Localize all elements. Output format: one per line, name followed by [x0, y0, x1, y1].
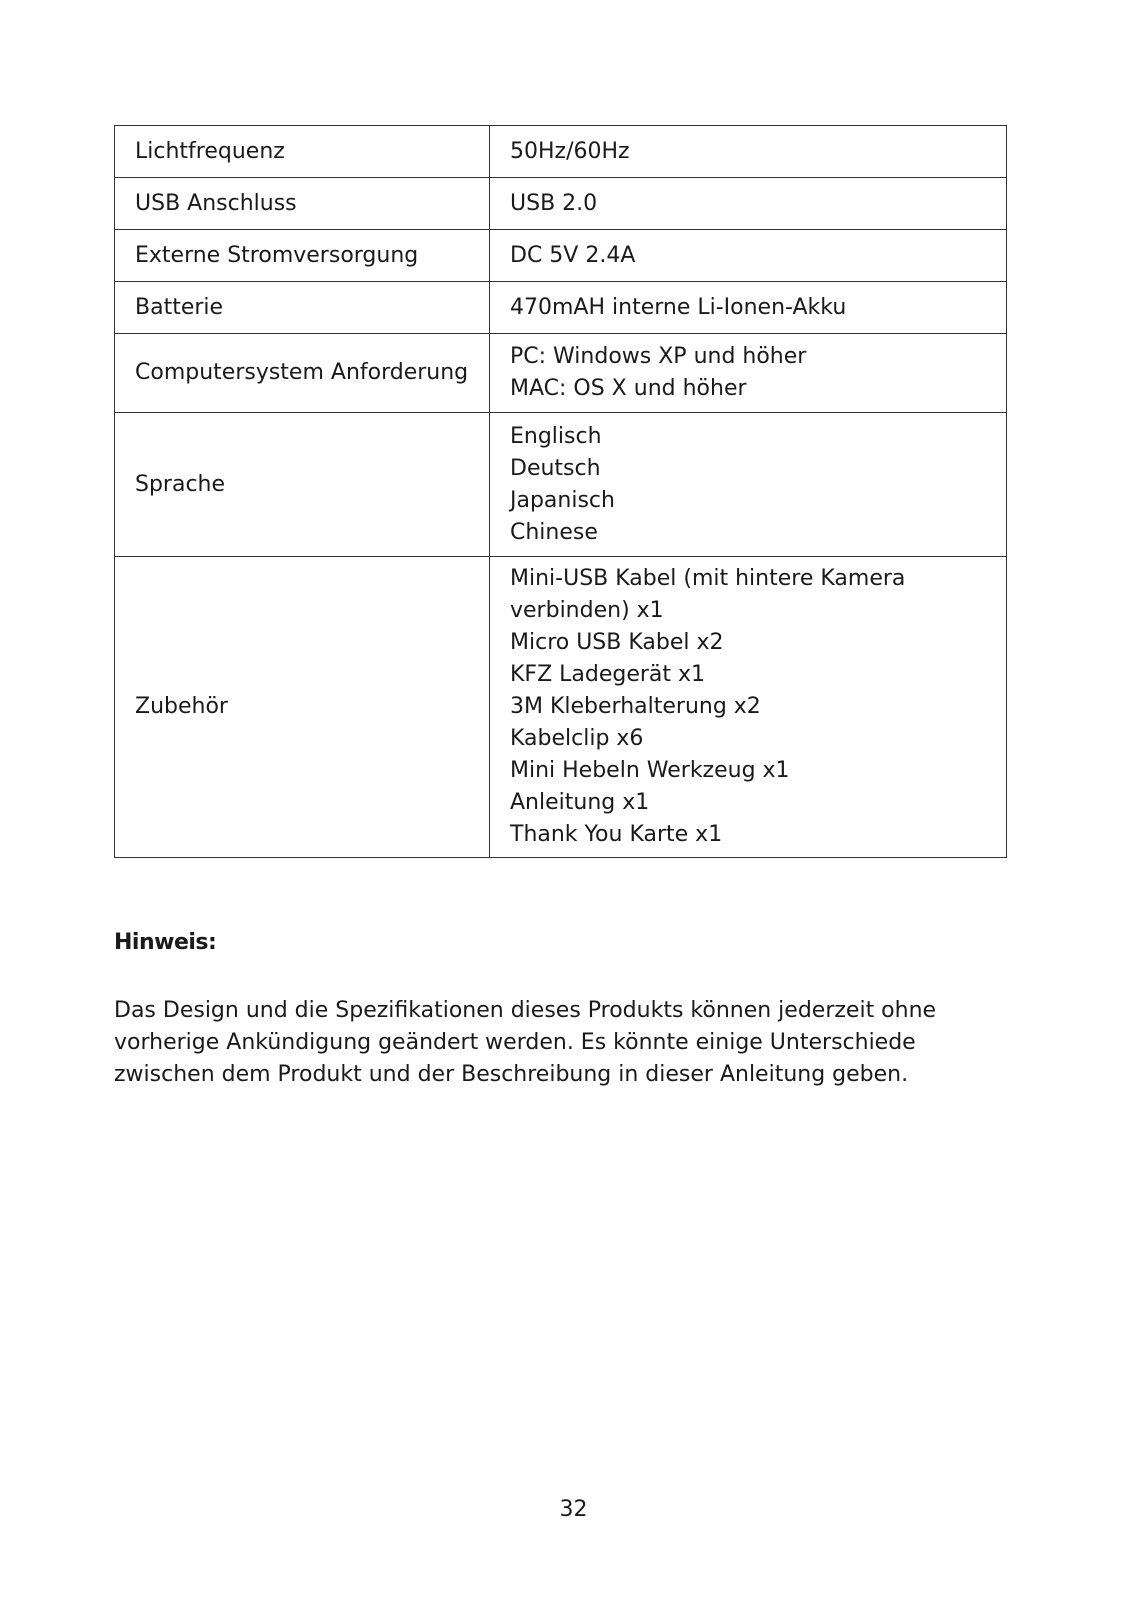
spec-value — [490, 334, 1007, 413]
spec-value-line: KFZ Ladegerät x1 — [510, 662, 706, 687]
spec-value — [490, 413, 1007, 557]
note-heading: Hinweis: — [114, 930, 217, 955]
spec-row-zubehoer — [115, 557, 1007, 858]
spec-value-line: Kabelclip x6 — [510, 726, 644, 751]
spec-value — [490, 557, 1007, 858]
spec-label: USB Anschluss — [115, 178, 490, 230]
spec-value — [490, 282, 1007, 334]
page-number: 32 — [559, 1497, 588, 1522]
spec-value-line: 470mAH interne Li-Ionen-Akku — [510, 294, 847, 320]
spec-value-line: 50Hz/60Hz — [510, 138, 630, 164]
spec-value — [490, 230, 1007, 282]
spec-value-line: 3M Kleberhalterung x2 — [510, 694, 761, 719]
spec-row-usb-anschluss — [115, 178, 1007, 230]
spec-value — [490, 178, 1007, 230]
spec-value-line: Chinese — [510, 519, 598, 545]
spec-label: Externe Stromversorgung — [115, 230, 490, 282]
spec-row-lichtfrequenz — [115, 126, 1007, 178]
spec-value-line: USB 2.0 — [510, 190, 598, 216]
spec-value-line: Japanisch — [510, 487, 615, 513]
spec-value — [490, 126, 1007, 178]
spec-value-line: DC 5V 2.4A — [510, 242, 636, 268]
spec-label: Batterie — [115, 282, 490, 334]
spec-label: Lichtfrequenz — [115, 126, 490, 178]
spec-label: Computersystem Anforderung — [115, 334, 490, 413]
spec-value-line: Englisch — [510, 423, 602, 449]
spec-value-line: verbinden) x1 — [510, 598, 664, 623]
spec-row-batterie — [115, 282, 1007, 334]
spec-label: Zubehör — [115, 557, 490, 858]
spec-value-line: Thank You Karte x1 — [510, 822, 723, 847]
spec-value-line: Deutsch — [510, 455, 601, 481]
spec-row-computersystem — [115, 334, 1007, 413]
spec-row-stromversorgung — [115, 230, 1007, 282]
spec-value-line: Anleitung x1 — [510, 790, 650, 815]
spec-value-line: Mini Hebeln Werkzeug x1 — [510, 758, 790, 783]
spec-label: Sprache — [115, 413, 490, 557]
spec-value-line: PC: Windows XP und höher — [510, 344, 807, 369]
spec-value-line: Micro USB Kabel x2 — [510, 630, 724, 655]
spec-value-line: MAC: OS X und höher — [510, 376, 747, 401]
spec-value-line: Mini-USB Kabel (mit hintere Kamera — [510, 566, 906, 591]
spec-row-sprache — [115, 413, 1007, 557]
note-paragraph: Das Design und die Spezifikationen dieses Produkts können jederzeit ohne vorherige Ankündigung geändert werden. Es könnte einige Unterschiede zwischen dem Produkt und der Beschreibung in dieser Anleitung geben. — [114, 998, 937, 1087]
spec-table — [114, 125, 1007, 858]
